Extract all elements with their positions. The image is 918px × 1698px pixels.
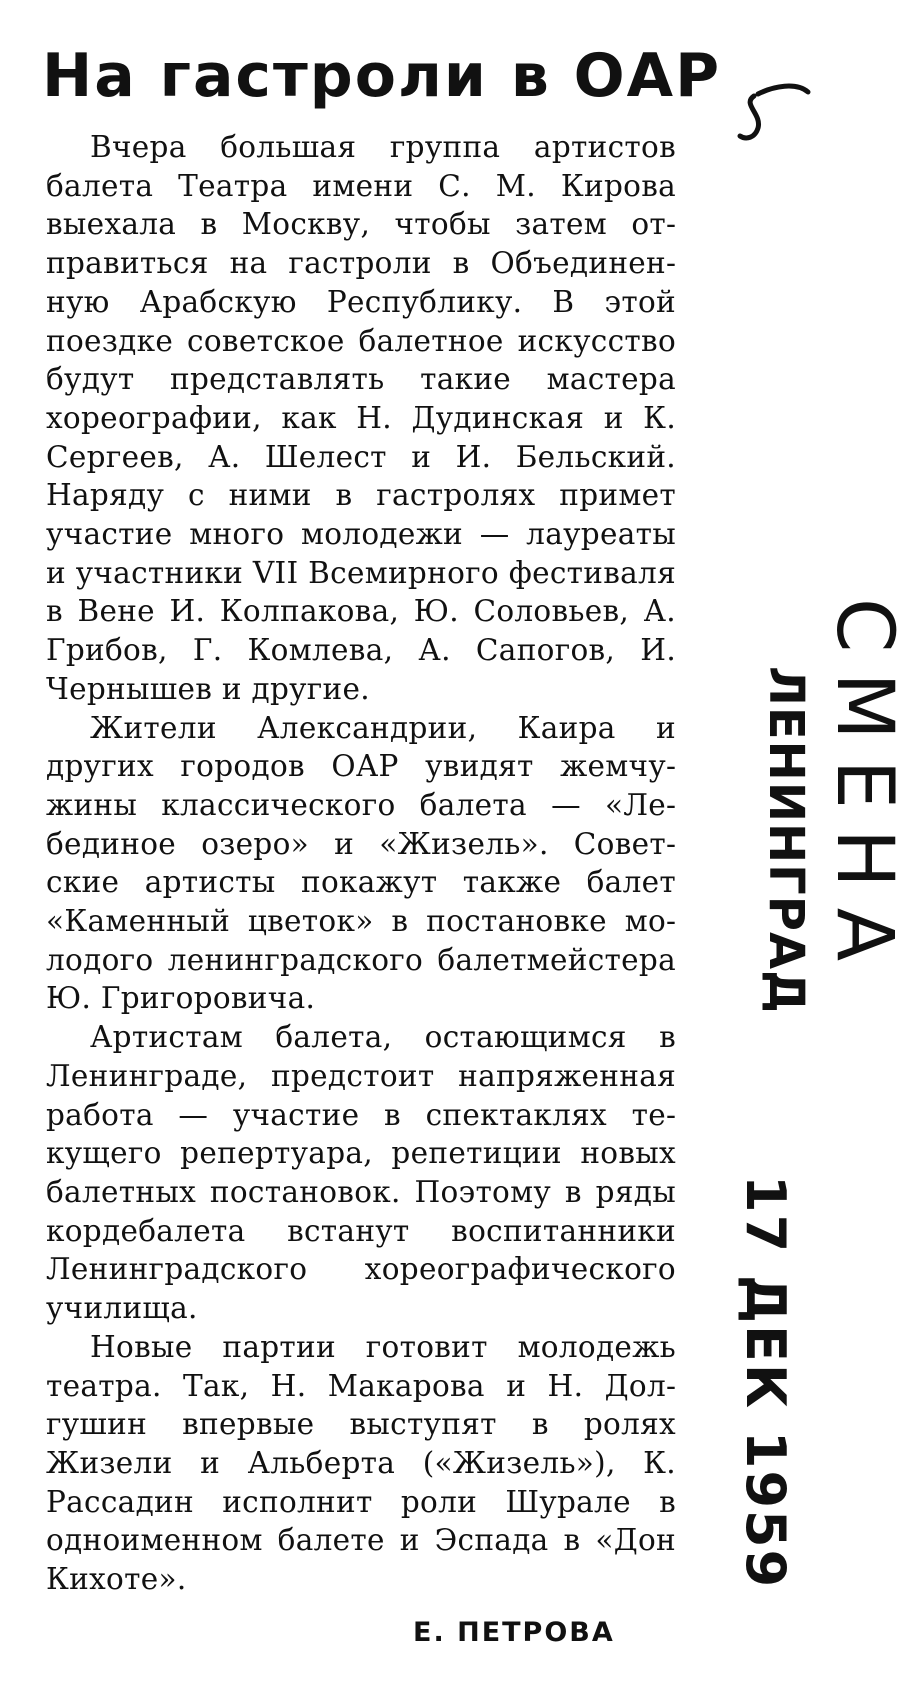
article-paragraph: Жители Александрии, Каира и других городов ОАР увидят жемчужины классического балета — «Лебединое озеро» и «Жизель». Советские артисты покажут также балет «Каменный цветок» в постановке молодого ленинградского балетмейстера Ю. Григоровича. [46, 710, 676, 1016]
article-paragraph: Артистам балета, остающимся в Ленинграде, предстоит напряженная работа — участие в спектаклях текущего репертуара, репетиции новых балетных постановок. Поэтому в ряды кордебалета встанут воспитанники Ленинградского хореографического училища. [46, 1020, 676, 1326]
handwritten-mark-icon [736, 74, 826, 164]
article-paragraph: Вчера большая группа артистов балета Театра имени С. М. Кирова выехала в Москву, чтобы затем отправиться на гастроли в Объединенную Арабскую Республику. В этой поездке советское балетное искусство будут представлять такие мастера хореографии, как Н. Дудинская и К. Сергеев, А. Шелест и И. Бельский. Наряду с ними в гастролях примет участие много молодежи — лауреаты и участники VII Всемирного фестиваля в Вене И. Колпакова, Ю. Соловьев, А. Грибов, Г. Комлева, А. Сапогов, И. Чернышев и другие. [46, 130, 676, 706]
date-stamp: 17 ДЕК 1959 [734, 1175, 797, 1590]
article-byline: Е. ПЕТРОВА [413, 1617, 615, 1648]
article-headline: На гастроли в ОАР [42, 41, 722, 111]
article-paragraph: Новые партии готовит молодежь театра. Так, Н. Макарова и Н. Долгушин впервые выступят в ролях Жизели и Альберта («Жизель»), К. Рассадин исполнит роли Шурале в одноименном балете и Эспада в «Дон Кихоте». [46, 1329, 676, 1597]
stamp-newspaper-name: СМЕНА [819, 598, 909, 982]
stamp-city: ЛЕНИНГРАД [758, 666, 814, 1014]
article-body [46, 128, 676, 1599]
